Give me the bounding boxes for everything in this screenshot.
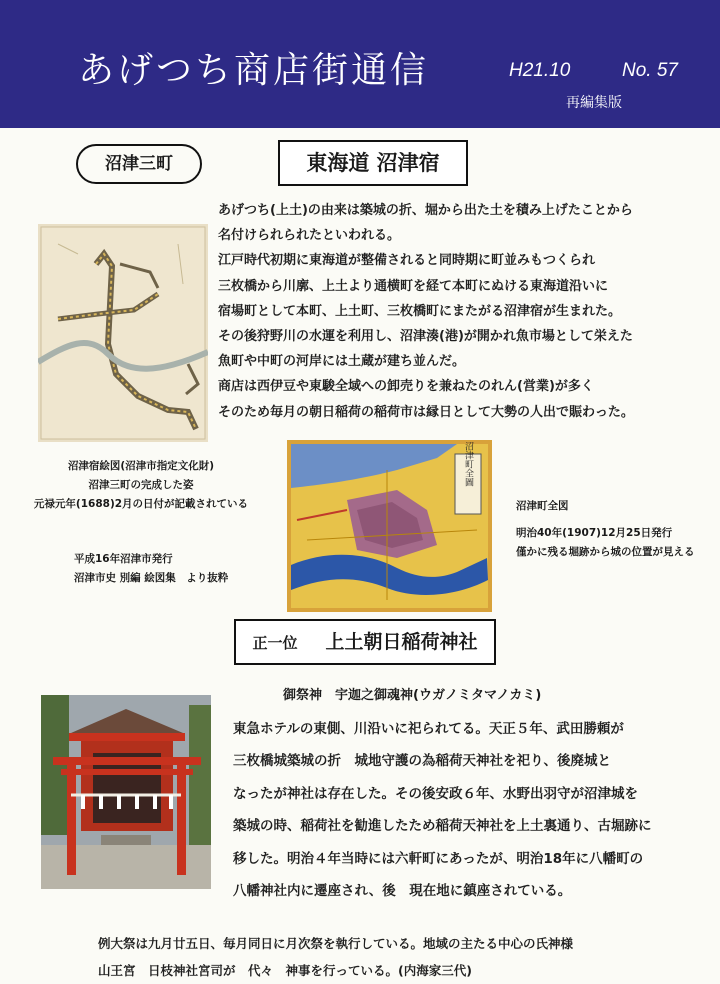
caption-line: 平成16年沼津市発行 xyxy=(74,553,173,565)
caption-line: 沼津宿絵図(沼津市指定文化財) xyxy=(67,460,215,472)
scroll-map-caption xyxy=(8,457,274,514)
issue-number: No. 57 xyxy=(622,60,678,81)
numazu-town-map xyxy=(287,440,492,612)
article-line: 魚町や中町の河岸には土蔵が建ち並んだ。 xyxy=(218,354,466,370)
caption-line: 沼津町全図 xyxy=(516,500,569,512)
caption-line: 沼津市史 別編 絵図集 より抜粋 xyxy=(74,572,229,584)
shrine-rank: 正一位 xyxy=(252,634,298,652)
section-heading-shrine xyxy=(234,619,496,665)
article-line: 三枚橋から川廓、上土より通横町を経て本町にぬける東海道沿いに xyxy=(218,278,609,294)
article-line: 江戸時代初期に東海道が整備されると同時期に町並みもつくられ xyxy=(218,253,596,269)
masthead xyxy=(0,0,720,128)
article-line: 例大祭は九月廿五日、毎月同日に月次祭を執行している。地域の主たる中心の氏神様 xyxy=(98,936,574,951)
caption-line: 僅かに残る堀跡から城の位置が見える xyxy=(516,546,695,558)
edition-label: 再編集版 xyxy=(566,95,622,111)
source-caption xyxy=(74,550,228,588)
article-line: 三枚橋城築城の折 城地守護の為稲荷天神社を祀り、後廃城と xyxy=(233,753,611,770)
article-line: なったが神社は存在した。その後安政６年、水野出羽守が沼津城を xyxy=(233,785,638,802)
section-tag: 沼津三町 xyxy=(76,144,202,184)
article-line: 宿場町として本町、上土町、三枚橋町にまたがる沼津宿が生まれた。 xyxy=(218,303,622,319)
shrine-name: 上土朝日稲荷神社 xyxy=(325,631,478,653)
tokaido-article xyxy=(218,198,634,425)
inari-shrine-photo xyxy=(41,695,211,889)
article-line: あげつち(上土)の由来は築城の折、堀から出た土を積み上げたことから xyxy=(218,203,633,218)
festival-note xyxy=(98,930,573,984)
section-heading-tokaido: 東海道 沼津宿 xyxy=(278,140,468,186)
article-line: 移した。明治４年当時には六軒町にあったが、明治18年に八幡町の xyxy=(233,850,644,867)
shrine-history xyxy=(233,713,652,907)
article-line: 八幡神社内に遷座され、後 現在地に鎮座されている。 xyxy=(233,883,572,900)
enshrined-deity: 御祭神 宇迦之御魂神(ウガノミタマノカミ) xyxy=(283,688,542,703)
article-line: 山王宮 日枝神社宮司が 代々 神事を行っている。(内海家三代) xyxy=(98,963,472,978)
newsletter-title: あげつち商店街通信 xyxy=(78,50,430,91)
article-line: 築城の時、稲荷社を勧進したため稲荷天神社を上土裏通り、古堀跡に xyxy=(233,818,652,835)
numazu-juku-scroll-map xyxy=(38,224,208,442)
map-cartouche-label: 沼津町全圖 xyxy=(463,441,473,487)
article-line: 東急ホテルの東側、川沿いに祀られてる。天正５年、武田勝頼が xyxy=(233,721,624,737)
caption-line: 沼津三町の完成した姿 xyxy=(88,479,194,491)
caption-line: 元禄元年(1688)2月の日付が記載されている xyxy=(33,498,249,510)
article-line: 商店は西伊豆や東駿全域への卸売りを兼ねたのれん(営業)が多く xyxy=(218,379,594,395)
issue-date: H21.10 xyxy=(509,60,571,81)
caption-line: 明治40年(1907)12月25日発行 xyxy=(516,527,673,539)
town-map-caption xyxy=(516,497,695,562)
article-line: そのため毎月の朝日稲荷の稲荷市は縁日として大勢の人出で賑わった。 xyxy=(218,404,634,420)
article-line: 名付けられられたといわれる。 xyxy=(218,228,401,244)
article-line: その後狩野川の水運を利用し、沼津湊(港)が開かれ魚市場として栄えた xyxy=(218,329,633,345)
